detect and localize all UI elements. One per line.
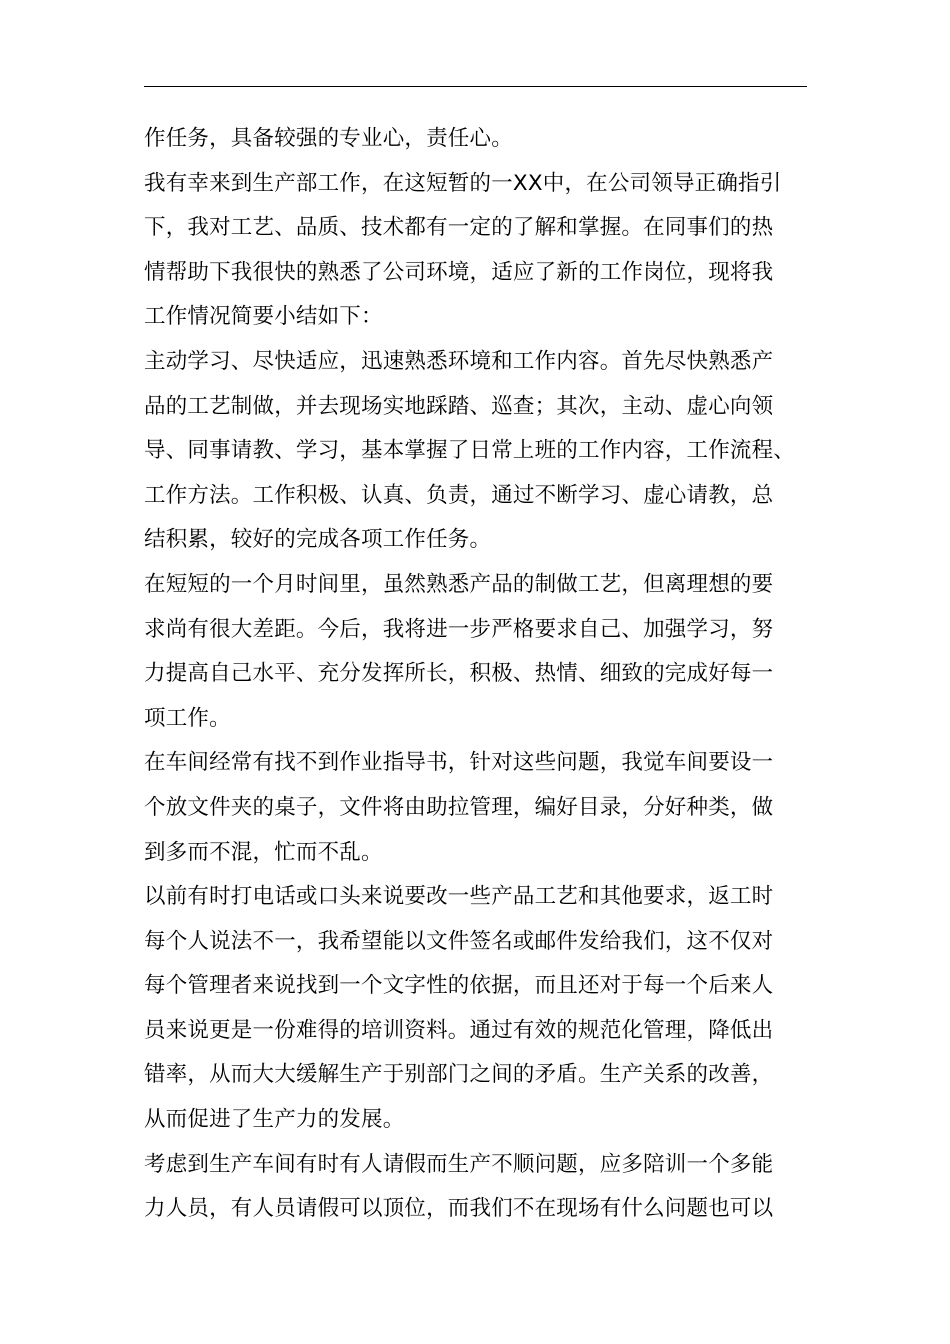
text-line: 项工作。	[144, 705, 231, 731]
text-line: 主动学习、尽快适应，迅速熟悉环境和工作内容。首先尽快熟悉产	[144, 348, 774, 374]
text-line: 以前有时打电话或口头来说要改一些产品工艺和其他要求，返工时	[144, 884, 774, 910]
text-line: 作任务，具备较强的专业心，责任心。	[144, 126, 513, 151]
text-line: 力提高自己水平、充分发挥所长，积极、热情、细致的完成好每一	[144, 661, 774, 687]
text-line: 导、同事请教、学习，基本掌握了日常上班的工作内容，工作流程、	[144, 438, 796, 464]
text-line: 结积累，较好的完成各项工作任务。	[144, 527, 492, 553]
text-line: 在短短的一个月时间里，虽然熟悉产品的制做工艺，但离理想的要	[144, 571, 774, 597]
text-line: 下，我对工艺、品质、技术都有一定的了解和掌握。在同事们的热	[144, 215, 774, 241]
text-line: 力人员，有人员请假可以顶位，而我们不在现场有什么问题也可以	[144, 1196, 774, 1222]
text-line: 到多而不混，忙而不乱。	[144, 839, 383, 865]
text-line: 员来说更是一份难得的培训资料。通过有效的规范化管理，降低出	[144, 1017, 774, 1043]
text-line: 从而促进了生产力的发展。	[144, 1107, 405, 1133]
header-rule	[144, 86, 807, 87]
text-line: 工作情况简要小结如下：	[144, 304, 383, 330]
document-body	[144, 117, 824, 1232]
text-line: 个放文件夹的桌子，文件将由助拉管理，编好目录，分好种类，做	[144, 794, 774, 820]
text-line: 工作方法。工作积极、认真、负责，通过不断学习、虚心请教，总	[144, 482, 774, 508]
text-line: 每个人说法不一，我希望能以文件签名或邮件发给我们，这不仅对	[144, 928, 774, 954]
text-line: 每个管理者来说找到一个文字性的依据，而且还对于每一个后来人	[144, 973, 774, 999]
text-line: 错率，从而大大缓解生产于别部门之间的矛盾。生产关系的改善，	[144, 1062, 774, 1088]
text-line: 我有幸来到生产部工作，在这短暂的一XX中，在公司领导正确指引	[144, 170, 782, 196]
text-line: 情帮助下我很快的熟悉了公司环境，适应了新的工作岗位，现将我	[144, 259, 774, 285]
text-line: 求尚有很大差距。今后，我将进一步严格要求自己、加强学习，努	[144, 616, 774, 642]
text-line: 品的工艺制做，并去现场实地踩踏、巡查；其次，主动、虚心向领	[144, 393, 774, 419]
text-line: 在车间经常有找不到作业指导书，针对这些问题，我觉车间要设一	[144, 750, 774, 776]
text-line: 考虑到生产车间有时有人请假而生产不顺问题，应多陪训一个多能	[144, 1151, 774, 1177]
